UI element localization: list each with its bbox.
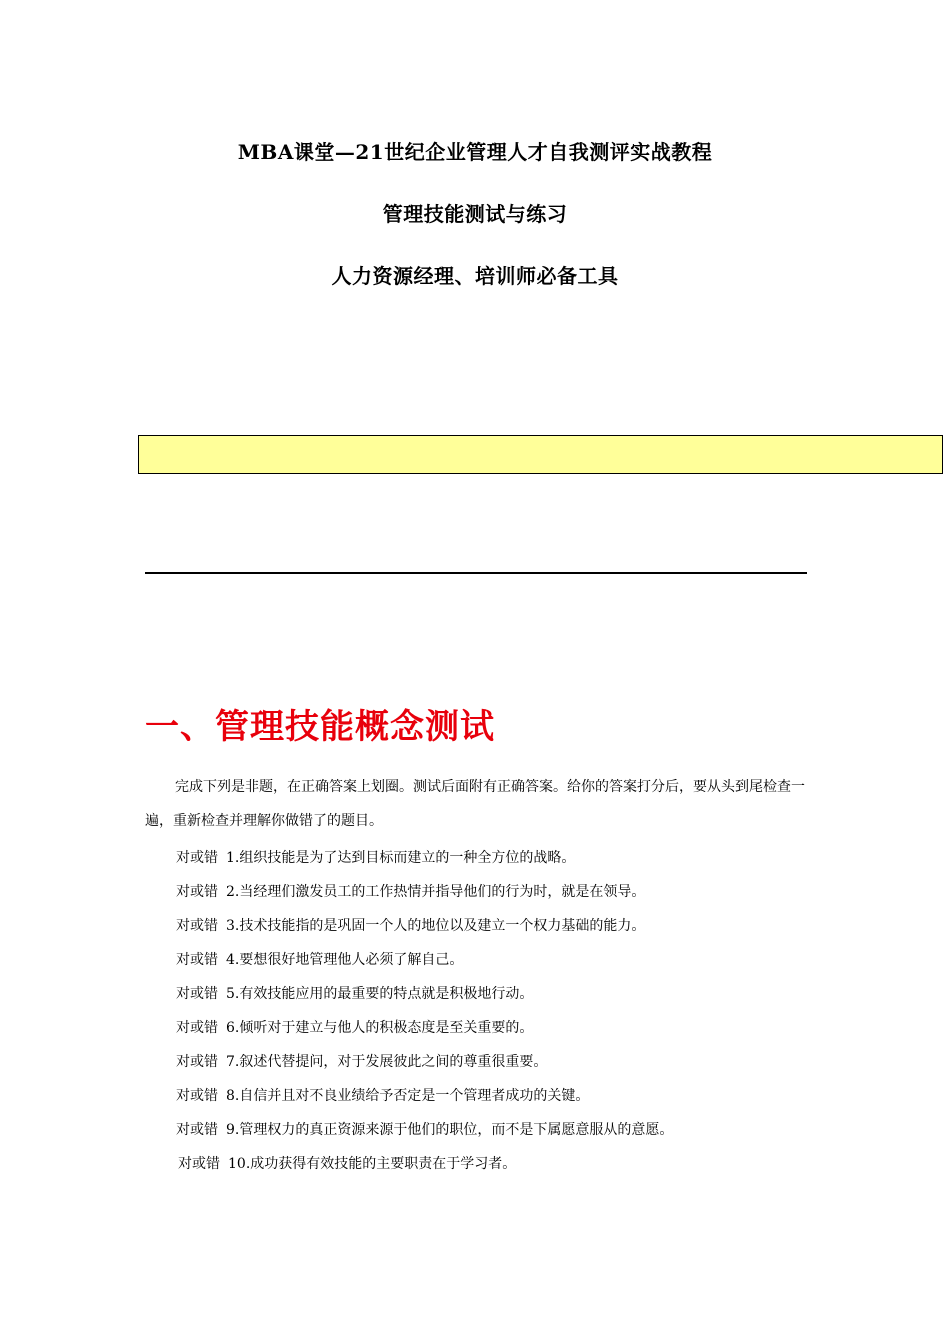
question-text: 6.倾听对于建立与他人的积极态度是至关重要的。 <box>226 1020 534 1036</box>
true-false-label: 对或错 <box>178 1156 220 1172</box>
true-false-label: 对或错 <box>176 850 218 866</box>
highlight-box <box>138 435 943 474</box>
question-text: 8.自信并且对不良业绩给予否定是一个管理者成功的关键。 <box>226 1088 590 1104</box>
question-text: 1.组织技能是为了达到目标而建立的一种全方位的战略。 <box>226 850 576 866</box>
section-heading: 一、管理技能概念测试 <box>145 707 495 747</box>
question-text: 2.当经理们激发员工的工作热情并指导他们的行为时，就是在领导。 <box>226 884 646 900</box>
question-item <box>176 943 673 977</box>
true-false-label: 对或错 <box>176 1054 218 1070</box>
question-text: 5.有效技能应用的最重要的特点就是积极地行动。 <box>226 986 534 1002</box>
question-item <box>176 841 673 875</box>
question-list <box>176 841 673 1181</box>
question-text: 4.要想很好地管理他人必须了解自己。 <box>226 952 464 968</box>
question-item <box>176 875 673 909</box>
question-text: 3.技术技能指的是巩固一个人的地位以及建立一个权力基础的能力。 <box>226 918 646 934</box>
question-item <box>176 909 673 943</box>
true-false-label: 对或错 <box>176 884 218 900</box>
question-item <box>176 1113 673 1147</box>
true-false-label: 对或错 <box>176 952 218 968</box>
question-item <box>176 1011 673 1045</box>
question-item <box>176 1079 673 1113</box>
document-tagline: 人力资源经理、培训师必备工具 <box>331 264 619 288</box>
true-false-label: 对或错 <box>176 918 218 934</box>
question-text: 7.叙述代替提问，对于发展彼此之间的尊重很重要。 <box>226 1054 548 1070</box>
question-text: 10.成功获得有效技能的主要职责在于学习者。 <box>228 1156 517 1172</box>
true-false-label: 对或错 <box>176 1020 218 1036</box>
true-false-label: 对或错 <box>176 1122 218 1138</box>
question-item <box>176 1045 673 1079</box>
question-item <box>176 1147 673 1181</box>
section-intro: 完成下列是非题，在正确答案上划圈。测试后面附有正确答案。给你的答案打分后，要从头到尾检查一遍，重新检查并理解你做错了的题目。 <box>145 779 805 829</box>
document-subtitle: 管理技能测试与练习 <box>382 202 568 226</box>
horizontal-divider <box>145 572 807 574</box>
question-item <box>176 977 673 1011</box>
document-title: MBA课堂—21世纪企业管理人才自我测评实战教程 <box>237 140 713 164</box>
true-false-label: 对或错 <box>176 1088 218 1104</box>
question-text: 9.管理权力的真正资源来源于他们的职位，而不是下属愿意服从的意愿。 <box>226 1122 674 1138</box>
true-false-label: 对或错 <box>176 986 218 1002</box>
